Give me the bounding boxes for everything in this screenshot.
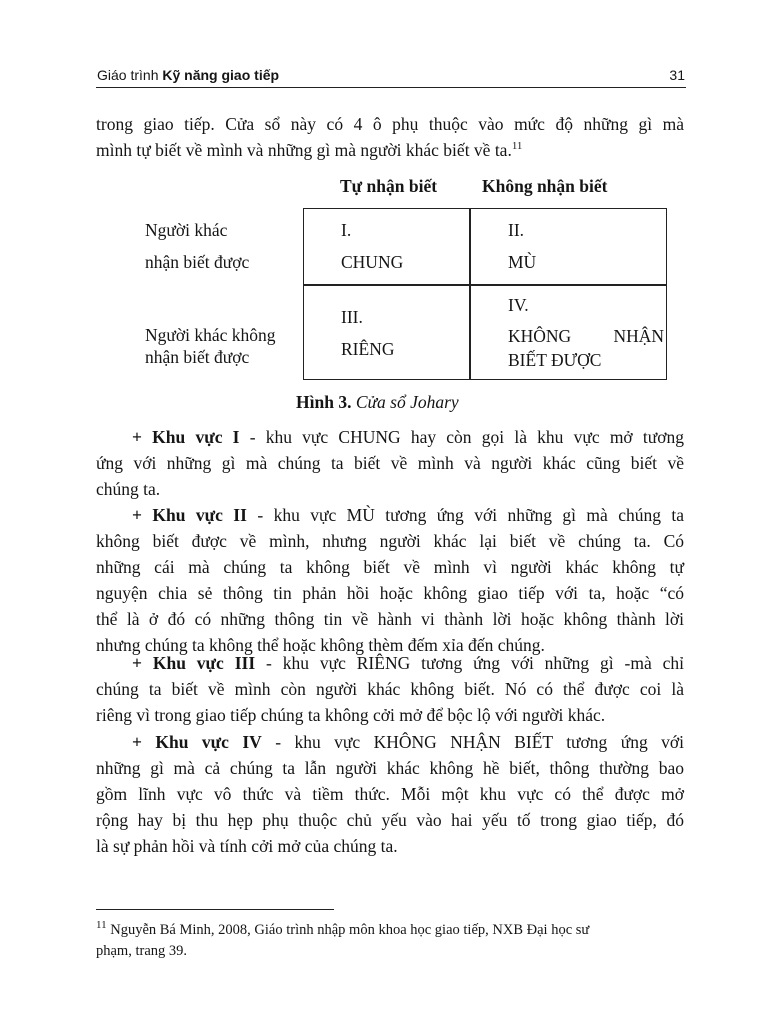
- row-label-line: Người khác: [145, 220, 228, 240]
- page-number: 31: [669, 67, 685, 83]
- paragraph-area-2: [96, 502, 684, 658]
- paragraph-line: nguyện chia sẻ thông tin phản hồi hoặc không giao tiếp với ta, hoặc “có: [96, 583, 684, 603]
- paragraph-line: thể là ở đó có những thông tin về hành vi thành lời hoặc không thành lời: [96, 609, 684, 629]
- footnote-divider: [96, 909, 334, 910]
- cell-hidden-number: III.: [341, 307, 363, 327]
- grid-horizontal-divider: [304, 284, 666, 286]
- paragraph-line: là sự phản hồi và tính cởi mở của chúng ta.: [96, 836, 398, 856]
- row-label-others-dont-know: [145, 324, 276, 368]
- paragraph-line: rộng hay bị thu hẹp phụ thuộc chủ yếu vào hai yếu tố trong giao tiếp, đó: [96, 810, 684, 830]
- paragraph-line: chúng ta biết về mình còn người khác không biết. Nó có thể được coi là: [96, 679, 684, 699]
- paragraph-line: gồm lĩnh vực vô thức và tiềm thức. Mỗi một khu vực có thể được mở: [96, 784, 684, 804]
- cell-unknown-name-line2: BIẾT ĐƯỢC: [508, 350, 602, 370]
- cell-open-name: CHUNG: [341, 252, 404, 272]
- paragraph-line: những gì mà cả chúng ta lẫn người khác không hề biết, thông thường bao: [96, 758, 684, 778]
- intro-line: trong giao tiếp. Cửa sổ này có 4 ô phụ thuộc vào mức độ những gì mà: [96, 114, 684, 134]
- figure-caption: Hình 3. Cửa sổ Johary: [296, 392, 459, 412]
- book-title: Giáo trình Kỹ năng giao tiếp: [97, 67, 280, 83]
- paragraph-area-4: [96, 729, 684, 859]
- paragraph-line: + Khu vực I - khu vực CHUNG hay còn gọi là khu vực mở tương: [132, 427, 684, 447]
- row-label-others-know: [145, 214, 249, 278]
- intro-line: mình tự biết về mình và những gì mà người khác biết về ta.$^{11}$: [96, 140, 523, 160]
- cell-blind-number: II.: [508, 220, 525, 240]
- footnote-line: $^{11}$ Nguyễn Bá Minh, 2008, Giáo trình nhập môn khoa học giao tiếp, NXB Đại học sư: [96, 919, 590, 938]
- header-divider: [96, 87, 686, 88]
- paragraph-line: + Khu vực IV - khu vực KHÔNG NHẬN BIẾT tương ứng với: [132, 732, 685, 752]
- paragraph-line: + Khu vực II - khu vực MÙ tương ứng với những gì mà chúng ta: [132, 505, 685, 525]
- row-label-line: Người khác không: [145, 325, 276, 345]
- running-header: [97, 65, 685, 87]
- paragraph-area-1: [96, 424, 684, 502]
- column-header-self-known: Tự nhận biết: [340, 176, 438, 196]
- paragraph-line: những cái mà chúng ta không biết về mình vì người khác không tự: [96, 557, 684, 577]
- cell-hidden-name: RIÊNG: [341, 339, 395, 359]
- cell-blind-name: MÙ: [508, 252, 537, 272]
- paragraph-line: nhưng chúng ta không thể hoặc không thèm đếm xỉa đến chúng.: [96, 635, 545, 655]
- paragraph-line: riêng vì trong giao tiếp chúng ta không cởi mở để bộc lộ với người khác.: [96, 705, 606, 725]
- cell-unknown-name-line1: KHÔNG NHẬN: [508, 326, 664, 346]
- paragraph-line: ứng với những gì mà chúng ta biết về mình và người khác cũng biết về: [96, 453, 684, 473]
- paragraph-line: chúng ta.: [96, 479, 161, 499]
- cell-open-number: I.: [341, 220, 352, 240]
- footnote-marker: 11: [96, 919, 107, 932]
- intro-paragraph: [96, 111, 684, 163]
- paragraph-line: không biết được về mình, nhưng người khác lại biết về chúng ta. Có: [96, 531, 684, 551]
- cell-unknown-number: IV.: [508, 295, 529, 315]
- paragraph-area-3: [96, 650, 684, 728]
- row-label-line: nhận biết được: [145, 347, 250, 367]
- column-header-not-known: Không nhận biết: [482, 176, 608, 196]
- grid-vertical-divider: [469, 209, 471, 379]
- paragraph-line: + Khu vực III - khu vực RIÊNG tương ứng với những gì -mà chỉ: [132, 653, 685, 673]
- footnote-ref[interactable]: 11: [511, 140, 523, 153]
- footnote: [96, 920, 676, 962]
- row-label-line: nhận biết được: [145, 252, 250, 272]
- footnote-line: phạm, trang 39.: [96, 943, 188, 959]
